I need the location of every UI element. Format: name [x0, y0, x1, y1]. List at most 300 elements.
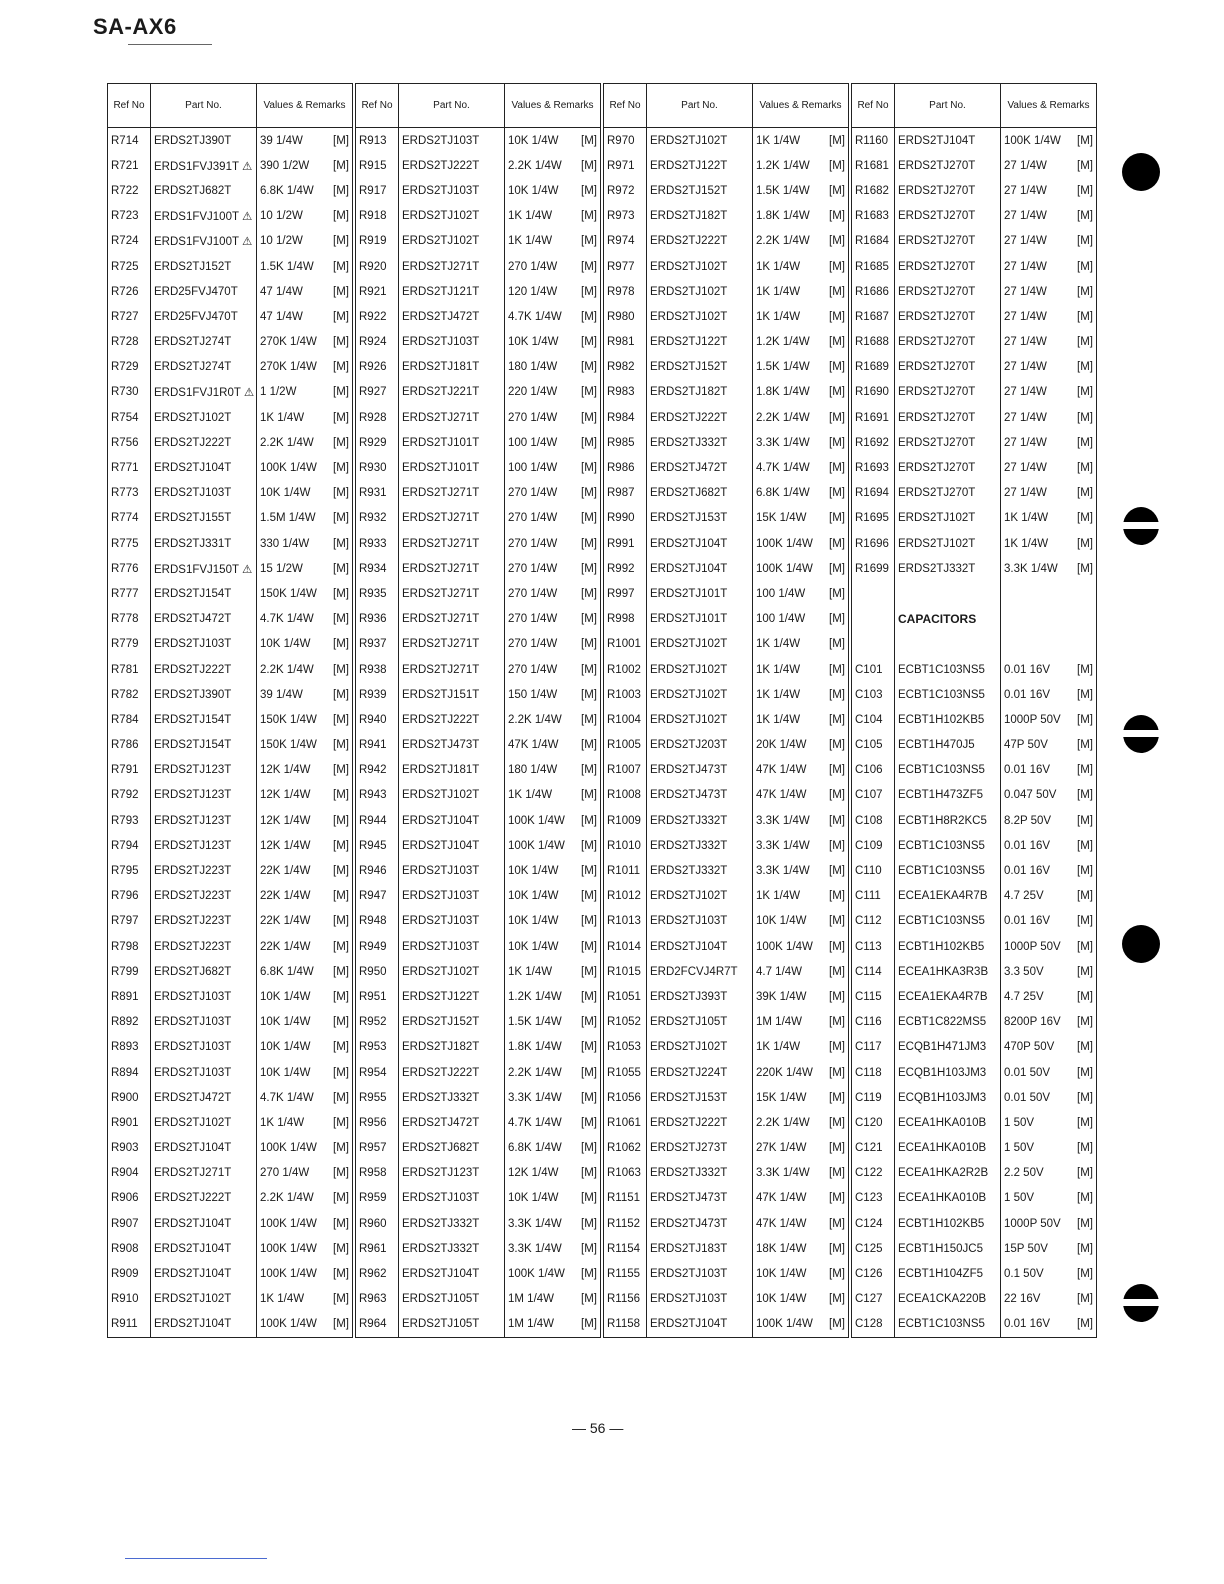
table-row [108, 632, 353, 657]
value-remarks-cell [257, 1186, 353, 1211]
table-row [852, 632, 1097, 657]
remark-text: [M] [581, 890, 597, 903]
registration-dot-icon [1122, 925, 1160, 963]
header-values-remarks: Values & Remarks [1001, 84, 1097, 128]
value-text: 1.8K 1/4W [508, 1041, 562, 1054]
value-remarks-cell [1001, 758, 1097, 783]
part-no-cell [895, 632, 1001, 657]
part-no-cell: ERDS1FVJ100T ⚠ [151, 229, 257, 254]
part-no-cell: ERDS2TJ224T [647, 1060, 753, 1085]
value-remarks-cell [1001, 657, 1097, 682]
table-row [604, 934, 849, 959]
value-remarks-cell [257, 984, 353, 1009]
value-text: 8.2P 50V [1004, 814, 1052, 827]
table-row [604, 304, 849, 329]
parts-list [107, 83, 1091, 1338]
ref-no-cell: R1156 [604, 1287, 647, 1312]
value-text: 2.2K 1/4W [508, 159, 562, 172]
table-row [108, 1186, 353, 1211]
ref-no-cell: R775 [108, 531, 151, 556]
value-text: 10K 1/4W [508, 940, 559, 953]
value-text: 39 1/4W [260, 688, 303, 701]
part-no-cell: ERDS2TJ270T [895, 430, 1001, 455]
remark-text: [M] [1077, 361, 1093, 374]
value-remarks-cell [257, 808, 353, 833]
value-remarks-cell [1001, 481, 1097, 506]
remark-text: [M] [581, 1293, 597, 1306]
ref-no-cell [852, 632, 895, 657]
remark-text: [M] [581, 361, 597, 374]
value-text: 27 1/4W [1004, 210, 1047, 223]
value-text: 47 1/4W [260, 310, 303, 323]
remark-text: [M] [333, 1016, 349, 1029]
ref-no-cell: R1007 [604, 758, 647, 783]
part-no-cell: ERDS2TJ104T [151, 455, 257, 480]
value-text: 0.01 16V [1004, 1318, 1051, 1331]
table-row [108, 858, 353, 883]
part-no-cell: ERDS2TJ182T [647, 380, 753, 405]
table-row [604, 556, 849, 581]
table-row [356, 1186, 601, 1211]
part-no-cell: ERDS2TJ682T [151, 959, 257, 984]
ref-no-cell: R974 [604, 229, 647, 254]
remark-text: [M] [333, 1217, 349, 1230]
value-remarks-cell [505, 1287, 601, 1312]
table-row [852, 909, 1097, 934]
value-text: 1.8K 1/4W [756, 210, 810, 223]
value-remarks-cell [505, 355, 601, 380]
value-remarks-cell [257, 934, 353, 959]
remark-text: [M] [581, 1066, 597, 1079]
ref-no-cell: R1010 [604, 833, 647, 858]
part-no-cell: ECEA1EKA4R7B [895, 884, 1001, 909]
ref-no-cell: R728 [108, 330, 151, 355]
part-no-cell: ERDS2TJ103T [647, 909, 753, 934]
header-part-no: Part No. [647, 84, 753, 128]
value-remarks-cell [1001, 1110, 1097, 1135]
part-no-cell: ERDS2TJ332T [647, 858, 753, 883]
parts-table [107, 83, 353, 1338]
ref-no-cell: R947 [356, 884, 399, 909]
ref-no-cell: R941 [356, 733, 399, 758]
value-remarks-cell [257, 405, 353, 430]
ref-no-cell: R1686 [852, 279, 895, 304]
ref-no-cell: R910 [108, 1287, 151, 1312]
table-row [604, 657, 849, 682]
value-text: 10K 1/4W [260, 1041, 311, 1054]
remark-text: [M] [829, 537, 845, 550]
value-remarks-cell [505, 858, 601, 883]
remark-text: [M] [829, 814, 845, 827]
part-no-cell: ECQB1H103JM3 [895, 1060, 1001, 1085]
value-remarks-cell [753, 128, 849, 154]
remark-text: [M] [581, 1016, 597, 1029]
ref-no-cell: R987 [604, 481, 647, 506]
value-text: 10 1/2W [260, 210, 303, 223]
part-no-cell: ERDS2TJ101T [399, 430, 505, 455]
remark-text: [M] [829, 739, 845, 752]
ref-no-cell: R1155 [604, 1261, 647, 1286]
ref-no-cell: R930 [356, 455, 399, 480]
table-row [604, 405, 849, 430]
table-row [356, 1312, 601, 1338]
ref-no-cell: C107 [852, 783, 895, 808]
value-remarks-cell [505, 682, 601, 707]
table-row [604, 153, 849, 178]
remark-text: [M] [333, 336, 349, 349]
ref-no-cell: R921 [356, 279, 399, 304]
table-row [356, 279, 601, 304]
part-no-cell: ERDS2TJ472T [399, 304, 505, 329]
value-remarks-cell [1001, 455, 1097, 480]
ref-no-cell: R781 [108, 657, 151, 682]
value-remarks-cell [505, 884, 601, 909]
value-remarks-cell [1001, 506, 1097, 531]
header-ref-no: Ref No [604, 84, 647, 128]
remark-text: [M] [1077, 940, 1093, 953]
ref-no-cell: R984 [604, 405, 647, 430]
table-row [852, 330, 1097, 355]
remark-text: [M] [581, 562, 597, 575]
value-text: 1K 1/4W [756, 1041, 801, 1054]
section-heading: CAPACITORS [895, 607, 1001, 632]
ref-no-cell [852, 581, 895, 606]
value-remarks-cell [753, 758, 849, 783]
value-text: 1.5M 1/4W [260, 512, 316, 525]
ref-no-cell: R927 [356, 380, 399, 405]
remark-text: [M] [1077, 965, 1093, 978]
value-text: 1.2K 1/4W [508, 990, 562, 1003]
remark-text: [M] [333, 537, 349, 550]
value-remarks-cell [1001, 783, 1097, 808]
part-no-cell: ERDS2TJ271T [399, 632, 505, 657]
value-text: 100K 1/4W [508, 839, 565, 852]
ref-no-cell: R982 [604, 355, 647, 380]
table-row [852, 229, 1097, 254]
part-no-cell: ERDS2TJ104T [151, 1236, 257, 1261]
part-no-cell: ERDS2TJ181T [399, 758, 505, 783]
value-text: 1000P 50V [1004, 1217, 1061, 1230]
part-no-cell: ERDS2TJ104T [151, 1312, 257, 1338]
ref-no-cell: R1682 [852, 178, 895, 203]
table-row [604, 833, 849, 858]
value-remarks-cell [257, 556, 353, 581]
value-remarks-cell [257, 632, 353, 657]
ref-no-cell: C105 [852, 733, 895, 758]
ref-no-cell: R1009 [604, 808, 647, 833]
table-row [108, 1110, 353, 1135]
value-remarks-cell [1001, 430, 1097, 455]
value-text: 120 1/4W [508, 285, 558, 298]
value-text: 270 1/4W [508, 487, 558, 500]
part-no-cell: ERDS2TJ222T [647, 1110, 753, 1135]
ref-no-cell: C114 [852, 959, 895, 984]
ref-no-cell: R721 [108, 153, 151, 178]
ref-no-cell: R940 [356, 707, 399, 732]
part-no-cell: ERDS2TJ271T [399, 531, 505, 556]
value-text: 47 1/4W [260, 285, 303, 298]
remark-text: [M] [333, 739, 349, 752]
ref-no-cell: C127 [852, 1287, 895, 1312]
part-no-cell: ECEA1EKA4R7B [895, 984, 1001, 1009]
value-text: 100 1/4W [756, 587, 806, 600]
remark-text: [M] [581, 1041, 597, 1054]
ref-no-cell: C112 [852, 909, 895, 934]
value-remarks-cell [257, 455, 353, 480]
remark-text: [M] [1077, 436, 1093, 449]
part-no-cell: ERDS2TJ181T [399, 355, 505, 380]
value-text: 1K 1/4W [756, 134, 801, 147]
part-no-cell: ERDS2TJ223T [151, 909, 257, 934]
part-no-cell: ERDS2TJ123T [151, 808, 257, 833]
part-no-cell: ERDS2TJ270T [895, 153, 1001, 178]
value-text: 1K 1/4W [756, 260, 801, 273]
ref-no-cell: R1688 [852, 330, 895, 355]
remark-text: [M] [1077, 462, 1093, 475]
remark-text: [M] [829, 1192, 845, 1205]
value-text: 3.3 50V [1004, 965, 1044, 978]
value-text: 6.8K 1/4W [260, 184, 314, 197]
table-row [356, 1136, 601, 1161]
table-row [604, 884, 849, 909]
table-row [852, 833, 1097, 858]
ref-no-cell: C113 [852, 934, 895, 959]
ref-no-cell: C104 [852, 707, 895, 732]
value-text: 4.7K 1/4W [260, 1091, 314, 1104]
value-text: 47P 50V [1004, 739, 1048, 752]
part-no-cell: ERDS2TJ270T [895, 380, 1001, 405]
part-no-cell: ERDS2TJ271T [151, 1161, 257, 1186]
table-row [604, 581, 849, 606]
ref-no-cell: C128 [852, 1312, 895, 1338]
table-row [108, 279, 353, 304]
ref-no-cell: R990 [604, 506, 647, 531]
part-no-cell: ERDS2TJ102T [151, 1287, 257, 1312]
value-text: 100K 1/4W [508, 814, 565, 827]
table-row [604, 858, 849, 883]
table-row [108, 1287, 353, 1312]
remark-text: [M] [1077, 336, 1093, 349]
header-values-remarks: Values & Remarks [505, 84, 601, 128]
table-row [356, 355, 601, 380]
ref-no-cell: R797 [108, 909, 151, 934]
value-remarks-cell [505, 1312, 601, 1338]
value-text: 6.8K 1/4W [756, 487, 810, 500]
table-row [356, 808, 601, 833]
registration-split-icon [1123, 507, 1159, 545]
value-remarks-cell [257, 581, 353, 606]
remark-text: [M] [581, 1192, 597, 1205]
value-remarks-cell [753, 1060, 849, 1085]
ref-no-cell: R907 [108, 1211, 151, 1236]
value-remarks-cell [1001, 1060, 1097, 1085]
value-remarks-cell [505, 481, 601, 506]
value-remarks-cell [257, 531, 353, 556]
remark-text: [M] [581, 260, 597, 273]
table-row [356, 1060, 601, 1085]
value-remarks-cell [1001, 984, 1097, 1009]
value-remarks-cell [753, 707, 849, 732]
value-text: 1K 1/4W [1004, 512, 1049, 525]
value-text: 27 1/4W [1004, 436, 1047, 449]
remark-text: [M] [1077, 235, 1093, 248]
ref-no-cell: C115 [852, 984, 895, 1009]
table-row [852, 1261, 1097, 1286]
value-text: 12K 1/4W [260, 839, 311, 852]
ref-no-cell: R938 [356, 657, 399, 682]
part-no-cell: ERDS2TJ104T [151, 1136, 257, 1161]
value-remarks-cell [753, 1186, 849, 1211]
value-text: 10K 1/4W [508, 134, 559, 147]
remark-text: [M] [333, 965, 349, 978]
value-text: 1K 1/4W [260, 411, 305, 424]
remark-text: [M] [333, 1242, 349, 1255]
table-row [108, 581, 353, 606]
ref-no-cell: R934 [356, 556, 399, 581]
ref-no-cell: R771 [108, 455, 151, 480]
value-text: 1.8K 1/4W [756, 386, 810, 399]
part-no-cell: ERDS2TJ271T [399, 405, 505, 430]
value-remarks-cell [753, 405, 849, 430]
value-text: 1 50V [1004, 1116, 1035, 1129]
value-remarks-cell [1001, 153, 1097, 178]
part-no-cell: ERDS2TJ103T [151, 1010, 257, 1035]
table-row [108, 783, 353, 808]
value-remarks-cell [505, 178, 601, 203]
ref-no-cell: R949 [356, 934, 399, 959]
ref-no-cell: R992 [604, 556, 647, 581]
ref-no-cell: C121 [852, 1136, 895, 1161]
table-row [356, 330, 601, 355]
value-remarks-cell [505, 733, 601, 758]
part-no-cell: ERDS2TJ270T [895, 178, 1001, 203]
table-row [108, 984, 353, 1009]
value-text: 10K 1/4W [508, 184, 559, 197]
remark-text: [M] [1077, 1016, 1093, 1029]
remark-text: [M] [1077, 1192, 1093, 1205]
table-row [604, 1085, 849, 1110]
value-remarks-cell [1001, 380, 1097, 405]
value-text: 1.2K 1/4W [756, 159, 810, 172]
value-remarks-cell [505, 1060, 601, 1085]
ref-no-cell: R730 [108, 380, 151, 405]
part-no-cell: ERDS2TJ270T [895, 455, 1001, 480]
remark-text: [M] [333, 134, 349, 147]
ref-no-cell: R1684 [852, 229, 895, 254]
value-text: 1000P 50V [1004, 713, 1061, 726]
part-no-cell: ERDS2TJ102T [647, 682, 753, 707]
value-text: 27 1/4W [1004, 487, 1047, 500]
value-text: 0.01 16V [1004, 839, 1051, 852]
ref-no-cell: R724 [108, 229, 151, 254]
remark-text: [M] [1077, 310, 1093, 323]
model-title: SA-AX6 [93, 14, 177, 39]
value-remarks-cell [257, 657, 353, 682]
value-text: 10K 1/4W [508, 336, 559, 349]
table-row [604, 632, 849, 657]
value-remarks-cell [1001, 682, 1097, 707]
table-row [604, 1186, 849, 1211]
value-remarks-cell [257, 229, 353, 254]
part-no-cell: ERDS2TJ122T [399, 984, 505, 1009]
remark-text: [M] [829, 436, 845, 449]
table-row [852, 481, 1097, 506]
value-text: 3.3K 1/4W [756, 1167, 810, 1180]
value-text: 10K 1/4W [260, 638, 311, 651]
table-row [108, 178, 353, 203]
ref-no-cell: R1152 [604, 1211, 647, 1236]
ref-no-cell: R796 [108, 884, 151, 909]
ref-no-cell: R1694 [852, 481, 895, 506]
table-row [852, 380, 1097, 405]
remark-text: [M] [829, 1242, 845, 1255]
value-text: 0.01 16V [1004, 915, 1051, 928]
value-remarks-cell [1001, 128, 1097, 154]
ref-no-cell: R1012 [604, 884, 647, 909]
table-row [356, 607, 601, 632]
ref-no-cell: R892 [108, 1010, 151, 1035]
value-text: 100K 1/4W [260, 1217, 317, 1230]
part-no-cell: ERDS2TJ223T [151, 858, 257, 883]
value-text: 2.2K 1/4W [260, 1192, 314, 1205]
value-text: 100K 1/4W [756, 537, 813, 550]
ref-no-cell: R997 [604, 581, 647, 606]
ref-no-cell: R959 [356, 1186, 399, 1211]
value-text: 12K 1/4W [260, 814, 311, 827]
part-no-cell: ECEA1HKA010B [895, 1186, 1001, 1211]
table-row [604, 1136, 849, 1161]
ref-no-cell: C122 [852, 1161, 895, 1186]
remark-text: [M] [581, 940, 597, 953]
ref-no-cell: R906 [108, 1186, 151, 1211]
value-remarks-cell [753, 783, 849, 808]
part-no-cell: ERDS2TJ182T [647, 204, 753, 229]
value-remarks-cell [257, 330, 353, 355]
remark-text: [M] [581, 663, 597, 676]
part-no-cell: ECBT1C103NS5 [895, 858, 1001, 883]
part-no-cell: ERDS2TJ271T [399, 556, 505, 581]
ref-no-cell: R985 [604, 430, 647, 455]
table-row [604, 355, 849, 380]
value-remarks-cell [1001, 607, 1097, 632]
remark-text: [M] [829, 663, 845, 676]
value-text: 1.2K 1/4W [756, 336, 810, 349]
value-text: 1K 1/4W [756, 285, 801, 298]
part-no-cell: ERDS2TJ101T [647, 607, 753, 632]
remark-text: [M] [829, 260, 845, 273]
value-text: 270K 1/4W [260, 361, 317, 374]
value-remarks-cell [505, 959, 601, 984]
value-text: 47K 1/4W [756, 1192, 807, 1205]
remark-text: [M] [333, 285, 349, 298]
value-remarks-cell [1001, 254, 1097, 279]
value-text: 1 50V [1004, 1192, 1035, 1205]
ref-no-cell: R1062 [604, 1136, 647, 1161]
value-remarks-cell [505, 254, 601, 279]
ref-no-cell: R945 [356, 833, 399, 858]
header-ref-no: Ref No [108, 84, 151, 128]
remark-text: [M] [581, 235, 597, 248]
ref-no-cell: R1053 [604, 1035, 647, 1060]
value-text: 100K 1/4W [260, 1318, 317, 1331]
table-row [108, 229, 353, 254]
ref-no-cell: R928 [356, 405, 399, 430]
value-remarks-cell [505, 380, 601, 405]
ref-no-cell: R972 [604, 178, 647, 203]
remark-text: [M] [1077, 1293, 1093, 1306]
ref-no-cell: R904 [108, 1161, 151, 1186]
part-no-cell: ERDS2TJ271T [399, 481, 505, 506]
